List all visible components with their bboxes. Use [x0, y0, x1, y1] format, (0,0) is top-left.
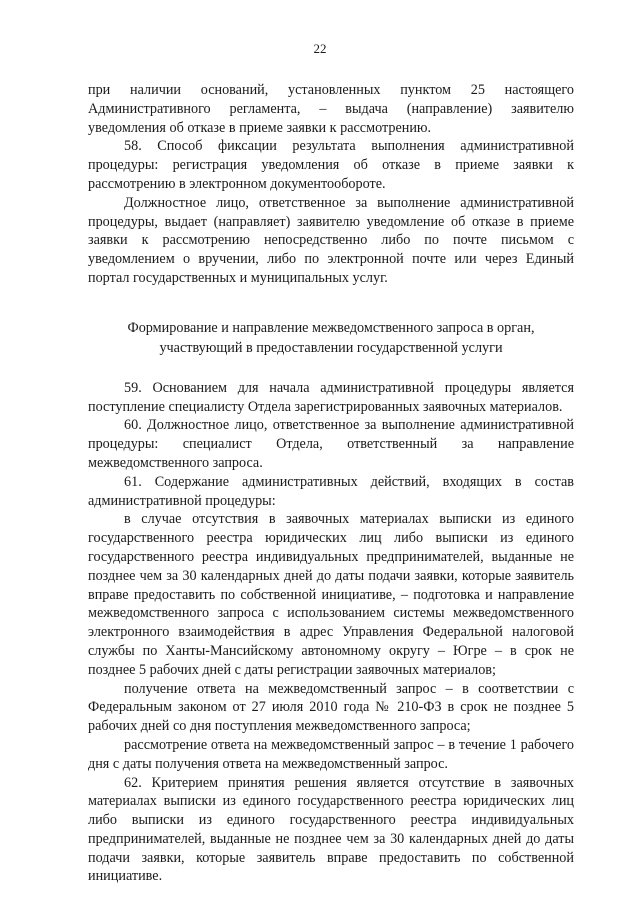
paragraph-59: 59. Основанием для начала административной процедуры является поступление специалисту Отдела зарегистрированных заявочных материалов. — [88, 379, 574, 415]
paragraph-60: 60. Должностное лицо, ответственное за выполнение административной процедуры: специалист Отдела, ответственный за направление межведомственного запроса. — [88, 417, 574, 471]
page-number: 22 — [313, 41, 327, 56]
section-spacer — [88, 288, 574, 306]
paragraph-grounds-refusal: при наличии оснований, установленных пунктом 25 настоящего Административного регламента, – выдача (направление) заявителю уведомления об отказе в приеме заявки к рассмотрению. — [88, 82, 574, 136]
paragraph-61-item-response: получение ответа на межведомственный запрос – в соответствии с Федеральным законом от 27 июля 2010 года № 210-ФЗ в срок не позднее 5 рабочих дней со дня поступления межведомственного запроса; — [88, 680, 574, 735]
paragraph-61: 61. Содержание административных действий, входящих в состав административной процедуры: — [88, 473, 574, 509]
document-body — [88, 81, 574, 886]
paragraph-62: 62. Критерием принятия решения является отсутствие в заявочных материалах выписки из единого государственного реестра юридических лиц либо выписки из единого государственного реестра индивидуальных предпринимателей, выданные не позднее чем за 30 календарных дней до даты подачи заявки, которые заявитель вправе предоставить по собственной инициативе. — [88, 774, 574, 885]
paragraph-official-issues-notice: Должностное лицо, ответственное за выполнение административной процедуры, выдает (направляет) заявителю уведомление об отказе в приеме заявки к рассмотрению непосредственно либо по почте письмом с уведомлением о вручении, либо по электронной почте или через Единый портал государственных и муниципальных услуг. — [88, 194, 574, 286]
paragraph-61-item-review: рассмотрение ответа на межведомственный запрос – в течение 1 рабочего дня с даты получения ответа на межведомственный запрос. — [88, 736, 574, 772]
paragraph-61-item-request: в случае отсутствия в заявочных материалах выписки из единого государственного реестра юридических лиц либо выписки из единого государственного реестра индивидуальных предпринимателей, выданные не позднее чем за 30 календарных дней до даты подачи заявки, которые заявитель вправе предоставить по собственной инициативе, – подготовка и направление межведомственного запроса с использованием системы межведомственного электронного взаимодействия в адрес Управления Федеральной налоговой службы по Ханты-Мансийскому автономному округу – Югре – в срок не позднее 5 рабочих дней с даты регистрации заявочных материалов; — [88, 511, 574, 678]
section-heading: Формирование и направление межведомственного запроса в орган, участвующий в предоставлении государственной услуги — [127, 319, 535, 356]
paragraph-58: 58. Способ фиксации результата выполнения административной процедуры: регистрация уведомления об отказе в приеме заявки к рассмотрению в электронном документообороте. — [88, 138, 574, 192]
